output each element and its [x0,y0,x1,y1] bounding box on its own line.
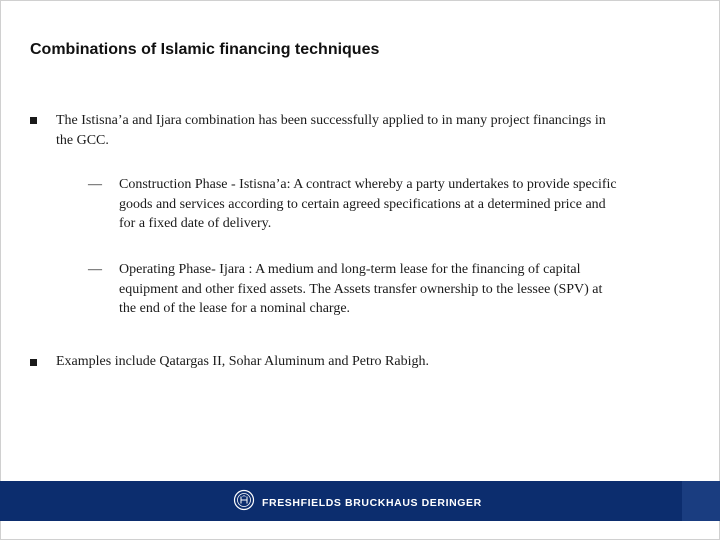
sub-item-2-line-2: equipment and other fixed assets. The Assets transfer ownership to the lessee (SPV) at [119,281,603,297]
sub-item-2-line-1: Operating Phase- Ijara : A medium and long-term lease for the financing of capital [119,262,581,277]
sub-item-1-dash: — [88,177,102,192]
footer-accent [682,481,720,521]
sub-item-2-line-3: the end of the lease for a nominal charge. [119,301,351,316]
bullet-2-line-1: Examples include Qatargas II, Sohar Aluminum and Petro Rabigh. [56,354,430,369]
sub-item-1-line-2: goods and services according to certain agreed specifications at a determined price and [119,196,606,212]
bullet-1-line-2: the GCC. [56,132,109,148]
bullet-marker [30,117,37,124]
bullet-1-text [56,111,706,150]
sub-item-1-line-1: Construction Phase - Istisna’a: A contract whereby a party undertakes to provide specific [119,177,617,192]
bullet-1-line-1: The Istisna’a and Ijara combination has been successfully applied to in many project financings in [56,113,606,128]
sub-item-2-dash: — [88,262,102,277]
sub-item-1-line-3: for a fixed date of delivery. [119,216,272,231]
footer-logo [233,489,482,516]
bullet-2-text [56,352,706,372]
seal-icon [233,489,255,516]
sub-item-2-text [119,260,709,319]
slide-title: Combinations of Islamic financing techniques [30,41,380,58]
sub-item-1-text [119,175,709,234]
footer-bar [0,481,720,521]
footer-brand: FRESHFIELDS BRUCKHAUS DERINGER [262,496,482,509]
bullet-marker [30,359,37,366]
